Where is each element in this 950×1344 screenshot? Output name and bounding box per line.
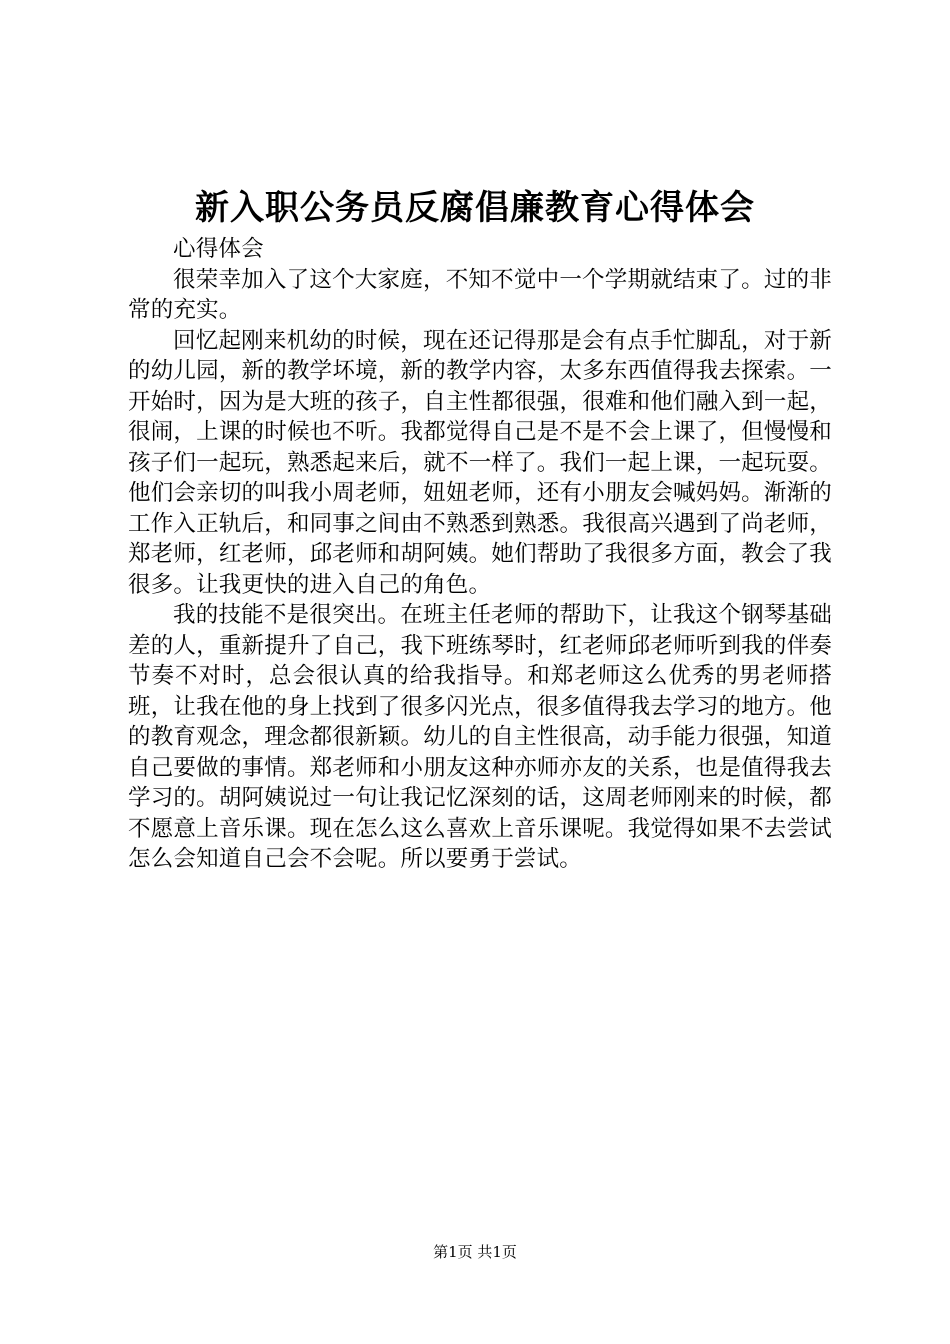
document-title: 新入职公务员反腐倡廉教育心得体会 [195,188,755,228]
paragraph-2: 回忆起刚来机幼的时候，现在还记得那是会有点手忙脚乱，对于新的幼儿园，新的教学坏境，新的教学内容，太多东西值得我去探索。一开始时，因为是大班的孩子，自主性都很强，很难和他们融入到一起，很闹，上课的时候也不听。我都觉得自己是不是不会上课了，但慢慢和孩子们一起玩，熟悉起来后，就不一样了。我们一起上课，一起玩耍。他们会亲切的叫我小周老师，妞妞老师，还有小朋友会喊妈妈。渐渐的工作入正轨后，和同事之间由不熟悉到熟悉。我很高兴遇到了尚老师，郑老师，红老师，邱老师和胡阿姨。她们帮助了我很多方面，教会了我很多。让我更快的进入自己的角色。 [128,327,832,598]
paragraph-heading: 心得体会 [173,236,264,262]
page-footer: 第1页 共1页 [433,1243,517,1261]
paragraph-1: 很荣幸加入了这个大家庭，不知不觉中一个学期就结束了。过的非常的充实。 [128,266,832,323]
document-body [128,234,832,875]
paragraph-3: 我的技能不是很突出。在班主任老师的帮助下，让我这个钢琴基础差的人，重新提升了自己，我下班练琴时，红老师邱老师听到我的伴奏节奏不对时，总会很认真的给我指导。和郑老师这么优秀的男老师搭班，让我在他的身上找到了很多闪光点，很多值得我去学习的地方。他的教育观念，理念都很新颖。幼儿的自主性很高，动手能力很强，知道自己要做的事情。郑老师和小朋友这种亦师亦友的关系，也是值得我去学习的。胡阿姨说过一句让我记忆深刻的话，这周老师刚来的时候，都不愿意上音乐课。现在怎么这么喜欢上音乐课呢。我觉得如果不去尝试怎么会知道自己会不会呢。所以要勇于尝试。 [128,602,832,872]
